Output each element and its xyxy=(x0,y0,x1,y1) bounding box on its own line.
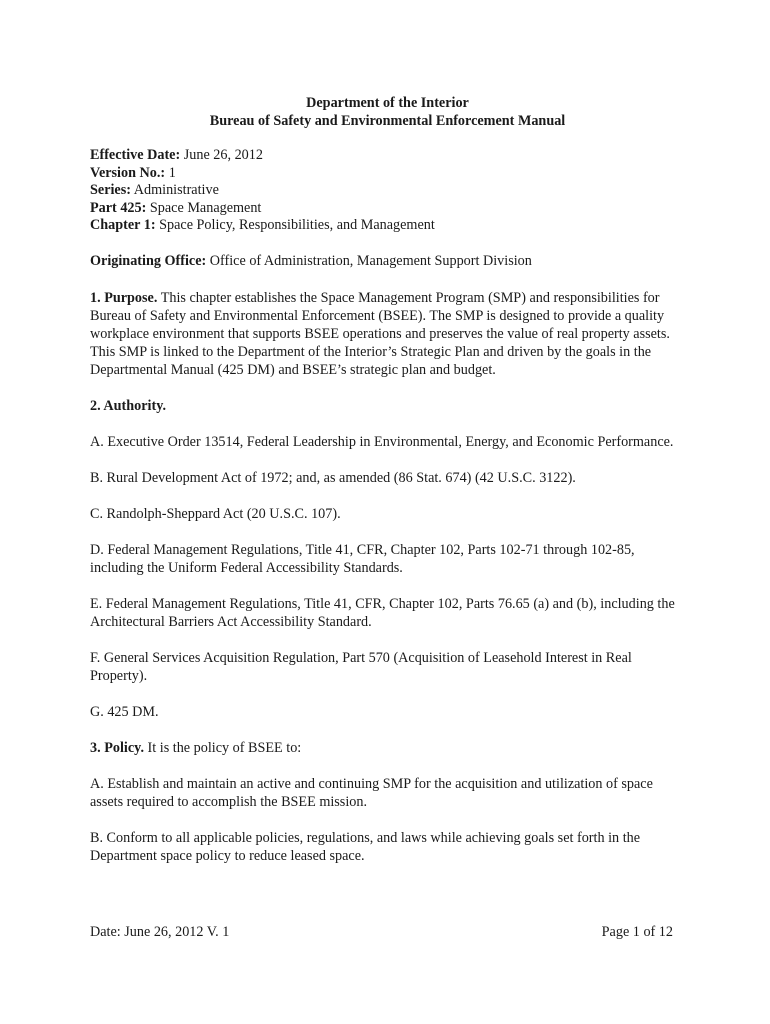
chapter-line xyxy=(90,217,685,235)
document-header xyxy=(90,94,685,130)
policy-item-b: B. Conform to all applicable policies, regulations, and laws while achieving goals set forth in the Department space policy to reduce leased space. xyxy=(90,829,641,864)
purpose-section xyxy=(90,289,685,379)
policy-item-a: A. Establish and maintain an active and continuing SMP for the acquisition and utilization of space assets required to accomplish the BSEE mission. xyxy=(90,775,653,810)
version-value: 1 xyxy=(168,164,176,181)
effective-date-label: Effective Date: xyxy=(90,147,181,163)
version-label: Version No.: xyxy=(90,164,166,181)
purpose-text: This chapter establishes the Space Management Program (SMP) and responsibilities for Bureau of Safety and Environmental Enforcement (BSEE). The SMP is designed to provide a quality workplace environment that supports BSEE operations and preserves the value of real property assets. This SMP is linked to the Department of the Interior’s Strategic Plan and driven by the goals in the Departmental Manual (425 DM) and BSEE’s strategic plan and budget. xyxy=(90,289,670,378)
authority-item-f: F. General Services Acquisition Regulation, Part 570 (Acquisition of Leasehold Interest in Real Property). xyxy=(90,649,632,684)
series-label: Series: xyxy=(90,182,131,199)
document-page xyxy=(90,94,685,865)
series-line xyxy=(90,182,685,200)
originating-office-value: Office of Administration, Management Support Division xyxy=(209,252,532,269)
authority-item-e: E. Federal Management Regulations, Title 41, CFR, Chapter 102, Parts 76.65 (a) and (b), including the Architectural Barriers Act Accessibility Standard. xyxy=(90,595,675,630)
authority-item-b: B. Rural Development Act of 1972; and, as amended (86 Stat. 674) (42 U.S.C. 3122). xyxy=(90,469,576,486)
authority-item-c: C. Randolph-Sheppard Act (20 U.S.C. 107). xyxy=(90,505,341,522)
department-title: Department of the Interior xyxy=(306,95,469,111)
version-line xyxy=(90,165,685,183)
authority-item-g: G. 425 DM. xyxy=(90,703,159,720)
manual-title: Bureau of Safety and Environmental Enforcement Manual xyxy=(209,113,566,129)
authority-item-d: D. Federal Management Regulations, Title 41, CFR, Chapter 102, Parts 102-71 through 102-85, including the Uniform Federal Accessibility Standards. xyxy=(90,541,635,576)
policy-intro: It is the policy of BSEE to: xyxy=(147,739,302,756)
part-value: Space Management xyxy=(149,199,262,216)
policy-section xyxy=(90,739,685,757)
part-line xyxy=(90,200,685,218)
page-footer xyxy=(90,923,673,941)
chapter-label: Chapter 1: xyxy=(90,217,156,234)
chapter-value: Space Policy, Responsibilities, and Management xyxy=(159,217,435,234)
originating-office-line xyxy=(90,253,685,271)
authority-heading: 2. Authority. xyxy=(90,397,167,414)
document-metadata xyxy=(90,147,685,271)
authority-item-a: A. Executive Order 13514, Federal Leadership in Environmental, Energy, and Economic Performance. xyxy=(90,433,674,450)
effective-date-line xyxy=(90,147,685,165)
purpose-heading: 1. Purpose. xyxy=(90,289,158,306)
effective-date-value: June 26, 2012 xyxy=(183,147,263,163)
series-value: Administrative xyxy=(133,182,219,199)
footer-date: Date: June 26, 2012 V. 1 xyxy=(90,924,230,940)
originating-office-label: Originating Office: xyxy=(90,252,207,269)
part-label: Part 425: xyxy=(90,199,147,216)
footer-page-number: Page 1 of 12 xyxy=(601,924,673,940)
policy-heading: 3. Policy. xyxy=(90,739,144,756)
